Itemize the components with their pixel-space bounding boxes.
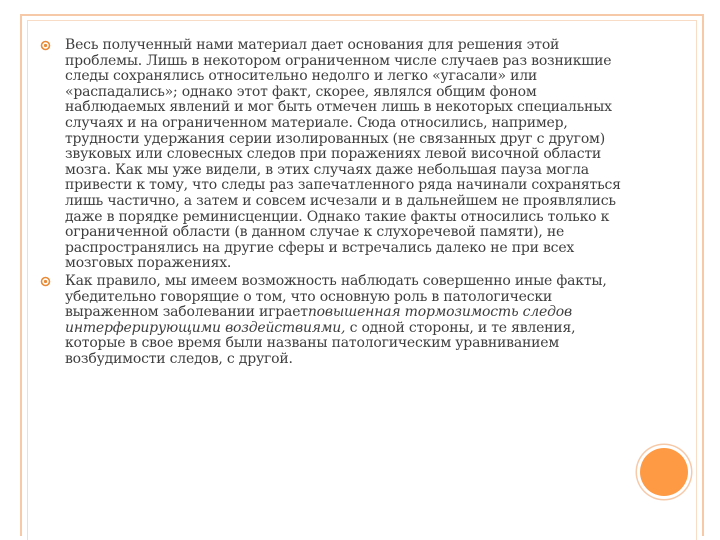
bullet-text-before: Как правило, мы имеем возможность наблюдать совершенно иные факты, убедительно говорящие о том, что основную роль в патологически выраженном заболевании играет (65, 272, 607, 321)
decorative-orange-circle (640, 448, 688, 496)
circle-bullet-icon (40, 276, 51, 287)
bullet-text-emphasis: повышенная тормозимость следов интерферирующими воздействиями, (65, 304, 572, 336)
bullet-list (40, 38, 630, 367)
bullet-text: Весь полученный нами материал дает основания для решения этой проблемы. Лишь в некотором ограниченном числе случаев раз возникшие следы сохранялись относительно недолго и легко «угасали» или «распадались»; однако этот факт, скорее, являлся общим фоном наблюдаемых явлений и мог быть отмечен лишь в некоторых специальных случаях и на ограниченном материале. Сюда относились, например, трудности удержания серии изолированных (не связанных друг с другом) звуковых или словесных следов при поражениях левой височной области мозга. Как мы уже видели, в этих случаях даже небольшая пауза могла привести к тому, что следы раз запечатленного ряда начинали сохраняться лишь частично, а затем и совсем исчезали и в дальнейшем не проявлялись даже в порядке реминисценции. Однако такие факты относились только к ограниченной области (в данном случае к слухоречевой памяти), не распространялись на другие сферы и встречались далеко не при всех мозговых поражениях. (65, 37, 621, 272)
bullet-text-after: с одной стороны, и те явления, которые в свое время были названы патологическим уравниванием возбудимости следов, с другой. (65, 319, 576, 367)
circle-bullet-icon (40, 40, 51, 51)
bullet-item-1 (40, 38, 630, 272)
bullet-item-2 (40, 274, 630, 368)
slide-content (40, 38, 630, 367)
